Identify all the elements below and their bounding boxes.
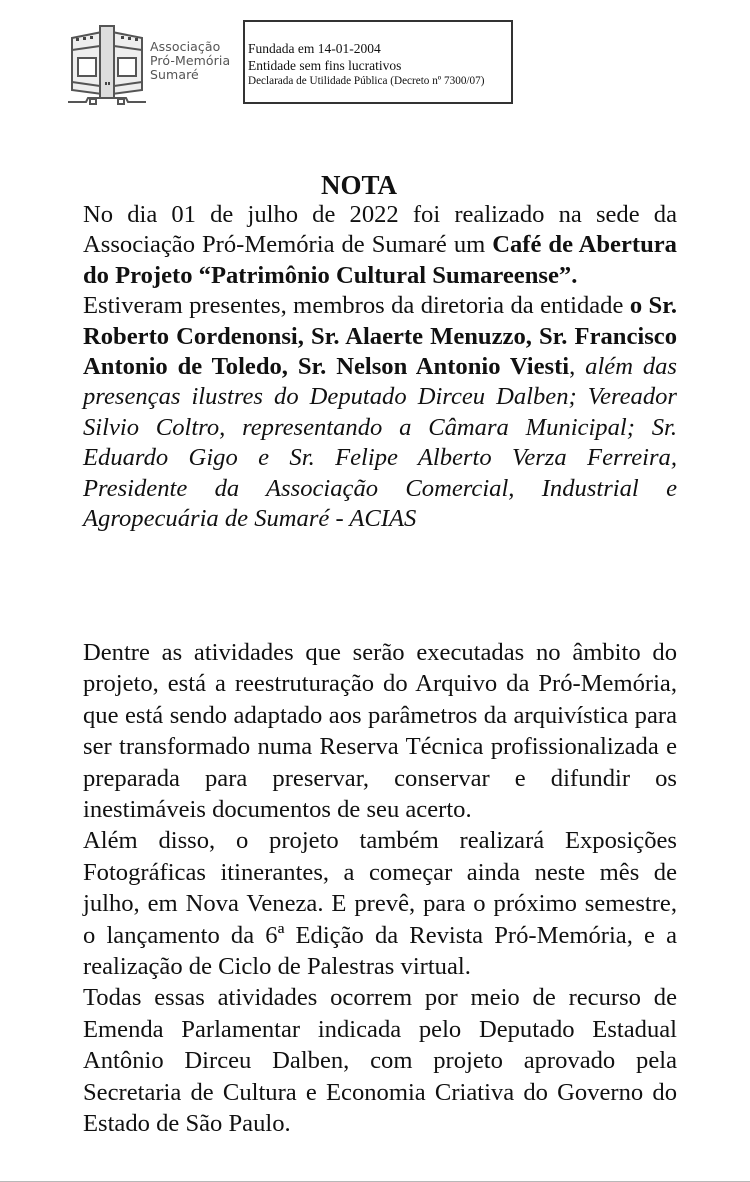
board-members: o Sr. Roberto Cordenonsi, Sr. Alaerte Menuzzo, Sr. Francisco Antonio de Toledo, Sr. Nelson Antonio Viesti bbox=[83, 292, 678, 381]
nonprofit-status: Entidade sem fins lucrativos bbox=[248, 58, 402, 73]
logo-line: Pró-Memória bbox=[150, 53, 231, 68]
document-title: NOTA bbox=[320, 170, 397, 200]
event-name: Café de Abertura do Projeto “Patrimônio Cultural Sumareense”. bbox=[83, 231, 677, 289]
logo-line: Associação bbox=[150, 39, 221, 54]
paragraph-event bbox=[83, 200, 677, 291]
text-run: , bbox=[569, 353, 586, 381]
paragraph-funding: Todas essas atividades ocorrem por meio de recurso de Emenda Parlamentar indicada pelo Deputado Estadual Antônio Dirceu Dalben, com projeto aprovado pela Secretaria de Cultura e Economia Criativa do Governo do Estado de São Paulo. bbox=[83, 984, 677, 1138]
paragraph-activities: Dentre as atividades que serão executadas no âmbito do projeto, está a reestruturação do Arquivo da Pró-Memória, que está sendo adaptado aos parâmetros da arquivística para ser transformado numa Reserva Técnica profissionalizada e preparada para preservar, conservar e difundir os inestimáveis documentos de seu acerto. bbox=[83, 639, 677, 824]
logo-wordmark bbox=[150, 40, 230, 82]
document-body-bottom bbox=[83, 637, 677, 1140]
organization-logo bbox=[62, 20, 242, 106]
text-run: No dia 01 de julho de 2022 foi realizado na sede da Associação Pró-Memória de Sumaré um bbox=[83, 201, 677, 259]
public-utility-decree: Declarada de Utilidade Pública (Decreto nº 7300/07) bbox=[248, 75, 485, 87]
paragraph-attendees bbox=[83, 291, 677, 534]
text-run: Estiveram presentes, membros da diretoria da entidade bbox=[83, 292, 630, 320]
document-body-top bbox=[83, 200, 677, 534]
logo-line: Sumaré bbox=[150, 67, 199, 82]
guests: além das presenças ilustres do Deputado Dirceu Dalben; Vereador Silvio Coltro, representando a Câmara Municipal; Sr. Eduardo Gigo e Sr. Felipe Alberto Verza Ferreira, Presidente da Associação Comercial, Industrial e Agropecuária de Sumaré - ACIAS bbox=[83, 353, 678, 533]
paragraph-exhibitions: Além disso, o projeto também realizará Exposições Fotográficas itinerantes, a começar ainda neste mês de julho, em Nova Veneza. E prevê, para o próximo semestre, o lançamento da 6ª Edição da Revista Pró-Memória, e a realização de Ciclo de Palestras virtual. bbox=[83, 827, 677, 981]
founded-date: Fundada em 14-01-2004 bbox=[248, 41, 381, 56]
organization-info-box bbox=[243, 20, 513, 104]
building-tower-icon bbox=[66, 24, 148, 106]
